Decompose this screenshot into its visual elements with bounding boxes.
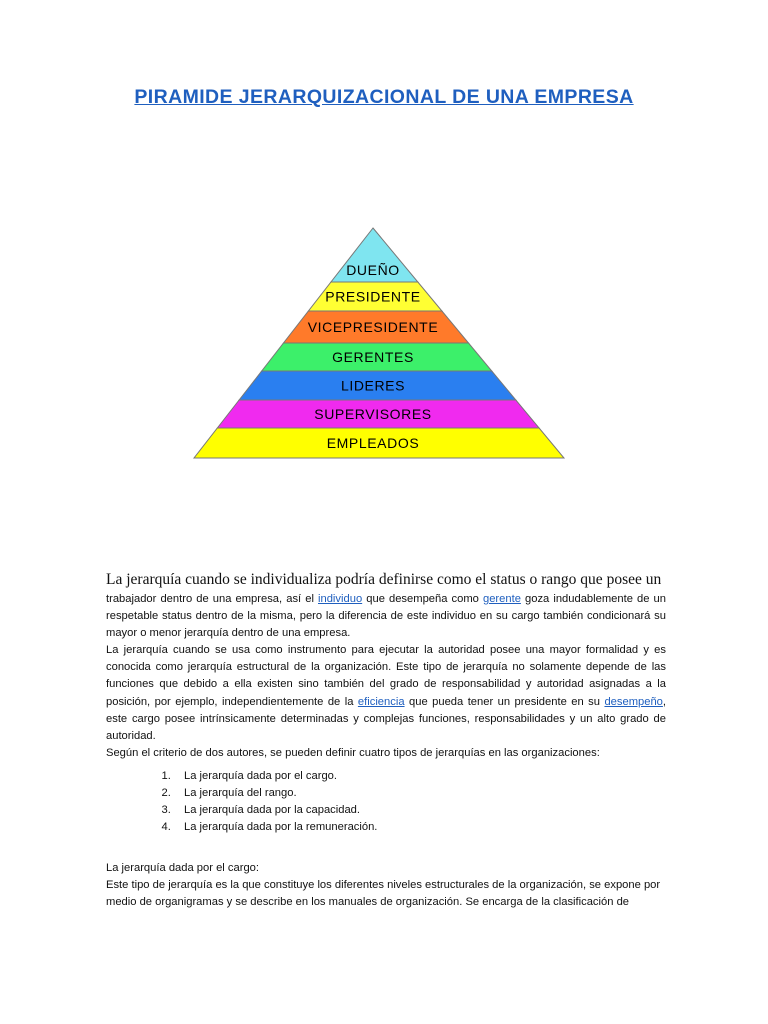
lead-sentence: La jerarquía cuando se individualiza podría definirse como el status o rango que posee un xyxy=(106,571,662,588)
paragraph-5: Este tipo de jerarquía es la que constituye los diferentes niveles estructurales de la organización, se expone por medio de organigramas y se describe en los manuales de organización. Se encarga de la clasificación de xyxy=(106,879,661,909)
link-individuo[interactable]: individuo xyxy=(318,593,363,605)
link-gerente[interactable]: gerente xyxy=(482,593,521,605)
pyramid-level-label: EMPLEADOS xyxy=(326,435,420,451)
link-desempeno[interactable]: desempeño xyxy=(604,695,663,708)
link-eficiencia[interactable]: eficiencia xyxy=(357,695,405,708)
paragraph-1: trabajador dentro de una empresa, así el individuo que desempeña como gerente goza indudablemente de un respetable status dentro de la misma, pero la diferencia de este individuo en su cargo también condicionará su mayor o menor jerarquía dentro de una empresa. xyxy=(106,593,666,640)
paragraph-3: Según el criterio de dos autores, se pueden definir cuatro tipos de jerarquías en las organizaciones: xyxy=(106,746,600,759)
paragraph-4: La jerarquía dada por el cargo: xyxy=(106,861,259,874)
paragraph-2: La jerarquía cuando se usa como instrumento para ejecutar la autoridad posee una mayor formalidad y es conocida como jerarquía estructural de la organización. Este tipo de jerarquía no solamente depende de las funciones que debido a ella existen sino también del grado de responsabilidad y autoridad asignadas a la posición, por ejemplo, independientemente de la eficiencia que pueda tener un presidente en su desempeño, este cargo posee intrínsicamente determinadas y complejas funciones, responsabilidades y un alto grado de autoridad. xyxy=(106,644,667,742)
pyramid-level-label: DUEÑO xyxy=(346,262,400,278)
jerarquia-types-list xyxy=(106,768,666,836)
list-item: 3. La jerarquía dada por la capacidad. xyxy=(174,802,666,819)
pyramid-level-label: VICEPRESIDENTE xyxy=(307,319,439,335)
pyramid-level-label: LIDERES xyxy=(340,377,406,394)
page-title: PIRAMIDE JERARQUIZACIONAL DE UNA EMPRESA xyxy=(134,86,634,108)
list-item: 2. La jerarquía del rango. xyxy=(174,785,666,802)
list-item: 1. La jerarquía dada por el cargo. xyxy=(174,768,666,785)
pyramid-level-label: GERENTES xyxy=(332,349,414,365)
body-text xyxy=(106,569,666,911)
list-item: 4. La jerarquía dada por la remuneración. xyxy=(174,819,666,836)
pyramid-level-label: SUPERVISORES xyxy=(314,406,432,422)
pyramid-level-label: PRESIDENTE xyxy=(325,288,421,305)
